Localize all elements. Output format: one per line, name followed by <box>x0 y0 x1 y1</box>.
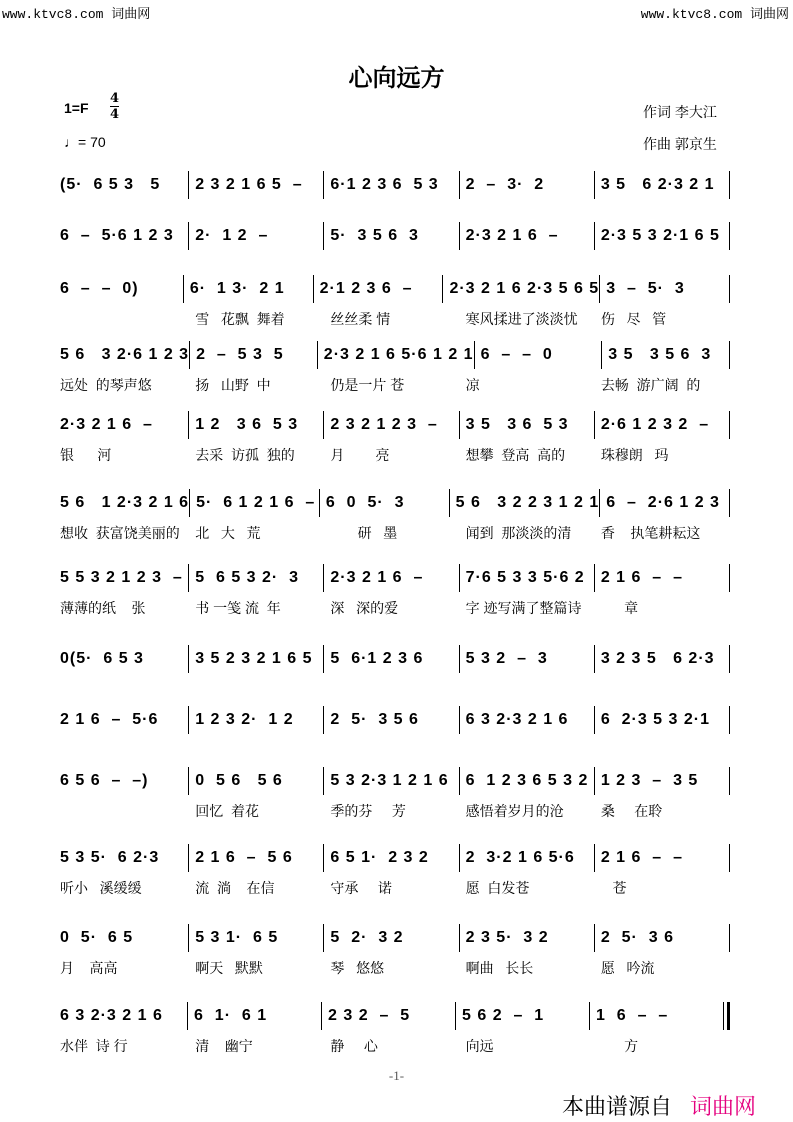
barline <box>729 171 730 199</box>
notes-row <box>60 926 730 950</box>
lyric-segment: 愿 白发苍 <box>465 880 530 896</box>
lyric-segment: 研 墨 <box>330 525 398 541</box>
measure: 5· 3 5 6 3 <box>323 222 458 250</box>
measure: 2 1 6 – 5 6 <box>188 844 323 872</box>
measure: 6 3 2·3 2 1 6 <box>60 1007 163 1024</box>
lyric-segment: 银 河 <box>60 447 112 463</box>
lyrics-row <box>60 598 730 618</box>
measure: 5 6 3 2 2 3 1 2 1 <box>449 489 600 517</box>
measure: 3 5 3 5 6 3 <box>601 341 729 369</box>
time-sig-top: 4 <box>110 91 120 106</box>
lyric-segment: 想收 获富饶美丽的 <box>60 525 180 541</box>
source-brand: 词曲网 <box>690 1094 757 1119</box>
notes-row <box>60 846 730 870</box>
measure: (5· 6 5 3 5 <box>60 176 161 193</box>
score-line <box>60 224 730 248</box>
key-signature: 1=F <box>64 100 89 116</box>
barline <box>729 924 730 952</box>
score-line <box>60 277 730 329</box>
lyric-segment: 月 亮 <box>330 447 390 463</box>
lyric-segment: 北 大 荒 <box>195 525 261 541</box>
measure: 5 6·1 2 3 6 <box>323 645 458 673</box>
lyric-segment: 向远 <box>465 1038 494 1054</box>
measure: 6 3 2·3 2 1 6 <box>459 706 594 734</box>
notes-row <box>60 277 730 301</box>
measure: 1 2 3 6 5 3 <box>188 411 323 439</box>
lyrics-row <box>60 801 730 821</box>
lyric-segment: 去畅 游广阔 的 <box>600 377 701 393</box>
lyric-segment: 书 一笺 流 年 <box>195 600 281 616</box>
lyric-segment: 月 高高 <box>60 960 118 976</box>
notes-row <box>60 173 730 197</box>
measure: 3 5 3 6 5 3 <box>459 411 594 439</box>
page-number: -1- <box>388 1068 405 1083</box>
barline <box>729 222 730 250</box>
lyric-segment: 水伴 诗 行 <box>60 1038 128 1054</box>
lyric-segment: 薄薄的纸 张 <box>60 600 146 616</box>
measure: 2 – 3· 2 <box>459 171 594 199</box>
watermark-right: www.ktvc8.com 词曲网 <box>640 7 789 22</box>
notes-row <box>60 491 730 515</box>
lyric-segment: 去采 访孤 独的 <box>195 447 295 463</box>
measure: 6 2·3 5 3 2·1 <box>594 706 729 734</box>
watermark-left: www.ktvc8.com 词曲网 <box>2 7 151 22</box>
lyric-segment: 远处 的琴声悠 <box>60 377 152 393</box>
measure: 0 5· 6 5 <box>60 929 134 946</box>
lyric-segment: 回忆 着花 <box>195 803 259 819</box>
measure: 2 5· 3 6 <box>594 924 729 952</box>
measure: 2· 1 2 – <box>188 222 323 250</box>
barline <box>729 489 730 517</box>
lyric-segment <box>60 801 189 821</box>
measure: 2 1 6 – 5·6 <box>60 711 159 728</box>
barline <box>723 1002 730 1030</box>
measure: 6 – – 0 <box>474 341 602 369</box>
measure: 6 1· 6 1 <box>187 1002 321 1030</box>
lyric-segment: 珠穆朗 玛 <box>600 447 669 463</box>
measure: 0 5 6 5 6 <box>188 767 323 795</box>
measure: 6 0 5· 3 <box>319 489 449 517</box>
lyric-segment: 字 迹写满了整篇诗 <box>465 600 582 616</box>
measure: 2·6 1 2 3 2 – <box>594 411 729 439</box>
measure: 5 3 2·3 1 2 1 6 <box>323 767 458 795</box>
lyric-segment: 守承 诺 <box>330 880 392 896</box>
measure: 3 5 6 2·3 2 1 <box>594 171 729 199</box>
lyric-segment: 季的芬 芳 <box>330 803 406 819</box>
measure: 2·1 2 3 6 – <box>313 275 443 303</box>
score-line <box>60 566 730 618</box>
lyric-segment: 流 淌 在信 <box>195 880 275 896</box>
lyric-segment: 听小 溪缓缓 <box>60 880 142 896</box>
source-label: 本曲谱源自 <box>562 1094 673 1119</box>
lyric-segment: 闻到 那淡淡的清 <box>465 525 572 541</box>
measure: 6 1 2 3 6 5 3 2 <box>459 767 594 795</box>
measure: 3 2 3 5 6 2·3 <box>594 645 729 673</box>
lyric-segment: 苍 <box>600 880 627 896</box>
measure: 7·6 5 3 3 5·6 2 <box>459 564 594 592</box>
measure: 6 – – 0) <box>60 280 139 297</box>
notes-row <box>60 769 730 793</box>
lyrics-row <box>60 445 730 465</box>
lyrics-row <box>60 523 730 543</box>
lyrics-row <box>60 375 730 395</box>
barline <box>729 275 730 303</box>
tempo-marking: ♩= 70 <box>64 134 106 150</box>
measure: 2 1 6 – – <box>594 564 729 592</box>
measure: 5 3 2 – 3 <box>459 645 594 673</box>
score-line <box>60 1004 730 1056</box>
score-line <box>60 491 730 543</box>
measure: 5 6 3 2·6 1 2 3 <box>60 346 190 363</box>
lyrics-row <box>60 1036 730 1056</box>
lyric-segment: 静 心 <box>330 1038 378 1054</box>
lyric-segment: 琴 悠悠 <box>330 960 385 976</box>
lyric-segment <box>60 309 189 329</box>
lyric-segment: 雪 花飘 舞着 <box>195 311 285 327</box>
measure: 2 – 5 3 5 <box>189 341 317 369</box>
measure: 6· 1 3· 2 1 <box>183 275 313 303</box>
notes-row <box>60 224 730 248</box>
lyric-segment: 啊曲 长长 <box>465 960 534 976</box>
time-sig-bottom: 4 <box>110 107 120 122</box>
lyric-segment: 感悟着岁月的沧 <box>465 803 564 819</box>
measure: 5 3 1· 6 5 <box>188 924 323 952</box>
measure: 2·3 2 1 6 – <box>459 222 594 250</box>
measure: 2 3 5· 3 2 <box>459 924 594 952</box>
score-line <box>60 708 730 732</box>
measure: 1 2 3 – 3 5 <box>594 767 729 795</box>
measure: 6·1 2 3 6 5 3 <box>323 171 458 199</box>
score-line <box>60 173 730 197</box>
lyrics-row <box>60 878 730 898</box>
measure: 5 3 5· 6 2·3 <box>60 849 160 866</box>
lyric-segment: 啊天 默默 <box>195 960 263 976</box>
measure: 3 – 5· 3 <box>599 275 729 303</box>
barline <box>729 706 730 734</box>
measure: 2 3·2 1 6 5·6 <box>459 844 594 872</box>
measure: 5· 6 1 2 1 6 – <box>189 489 319 517</box>
lyric-segment: 寒风揉进了淡淡忧 <box>465 311 578 327</box>
measure: 2 3 2 – 5 <box>321 1002 455 1030</box>
measure: 2·3 2 1 6 – <box>323 564 458 592</box>
lyric-segment: 深 深的爱 <box>330 600 399 616</box>
barline <box>729 564 730 592</box>
measure: 5 6 5 3 2· 3 <box>188 564 323 592</box>
lyric-segment: 愿 吟流 <box>600 960 655 976</box>
composer-credit: 作曲 郭京生 <box>643 136 717 152</box>
measure: 6 5 6 – –) <box>60 772 149 789</box>
lyrics-row <box>60 958 730 978</box>
lyric-segment: 仍是一片 苍 <box>330 377 405 393</box>
notes-row <box>60 1004 730 1028</box>
score-line <box>60 647 730 671</box>
measure: 5 6 1 2·3 2 1 6 <box>60 494 190 511</box>
notes-row <box>60 708 730 732</box>
measure: 6 – 5·6 1 2 3 <box>60 227 174 244</box>
measure: 1 6 – – <box>589 1002 723 1030</box>
notes-row <box>60 566 730 590</box>
source-footer <box>562 1090 756 1121</box>
lyric-segment: 想攀 登高 高的 <box>465 447 566 463</box>
lyric-segment: 方 <box>600 1038 639 1054</box>
score-line <box>60 769 730 821</box>
measure: 2 5· 3 5 6 <box>323 706 458 734</box>
barline <box>729 411 730 439</box>
time-signature <box>110 91 119 122</box>
measure: 5 5 3 2 1 2 3 – <box>60 569 183 586</box>
lyric-segment: 清 幽宁 <box>195 1038 253 1054</box>
score-line <box>60 926 730 978</box>
measure: 5 2· 3 2 <box>323 924 458 952</box>
lyric-segment: 凉 <box>465 377 480 393</box>
score-line <box>60 343 730 395</box>
measure: 2 3 2 1 6 5 – <box>188 171 323 199</box>
notes-row <box>60 647 730 671</box>
lyric-segment: 伤 尽 管 <box>600 311 667 327</box>
lyrics-row <box>60 309 730 329</box>
measure: 2 1 6 – – <box>594 844 729 872</box>
measure: 6 5 1· 2 3 2 <box>323 844 458 872</box>
lyric-segment: 丝丝柔 情 <box>330 311 391 327</box>
barline <box>729 645 730 673</box>
score-line <box>60 413 730 465</box>
measure: 2·3 5 3 2·1 6 5 <box>594 222 729 250</box>
measure: 0(5· 6 5 3 <box>60 650 144 667</box>
measure: 6 – 2·6 1 2 3 <box>599 489 729 517</box>
notes-row <box>60 343 730 367</box>
barline <box>729 844 730 872</box>
lyric-segment: 扬 山野 中 <box>195 377 271 393</box>
notes-row <box>60 413 730 437</box>
score-line <box>60 846 730 898</box>
measure: 2·3 2 1 6 – <box>60 416 153 433</box>
lyricist-credit: 作词 李大江 <box>643 104 717 120</box>
measure: 2·3 2 1 6 2·3 5 6 5 <box>442 275 599 303</box>
barline <box>729 767 730 795</box>
lyric-segment: 桑 在聆 <box>600 803 663 819</box>
barline <box>729 341 730 369</box>
measure: 3 5 2 3 2 1 6 5 <box>188 645 323 673</box>
measure: 1 2 3 2· 1 2 <box>188 706 323 734</box>
lyric-segment: 香 执笔耕耘这 <box>600 525 701 541</box>
song-title: 心向远方 <box>348 65 445 92</box>
lyric-segment: 章 <box>600 600 639 616</box>
measure: 2·3 2 1 6 5·6 1 2 1 <box>317 341 474 369</box>
measure: 5 6 2 – 1 <box>455 1002 589 1030</box>
measure: 2 3 2 1 2 3 – <box>323 411 458 439</box>
